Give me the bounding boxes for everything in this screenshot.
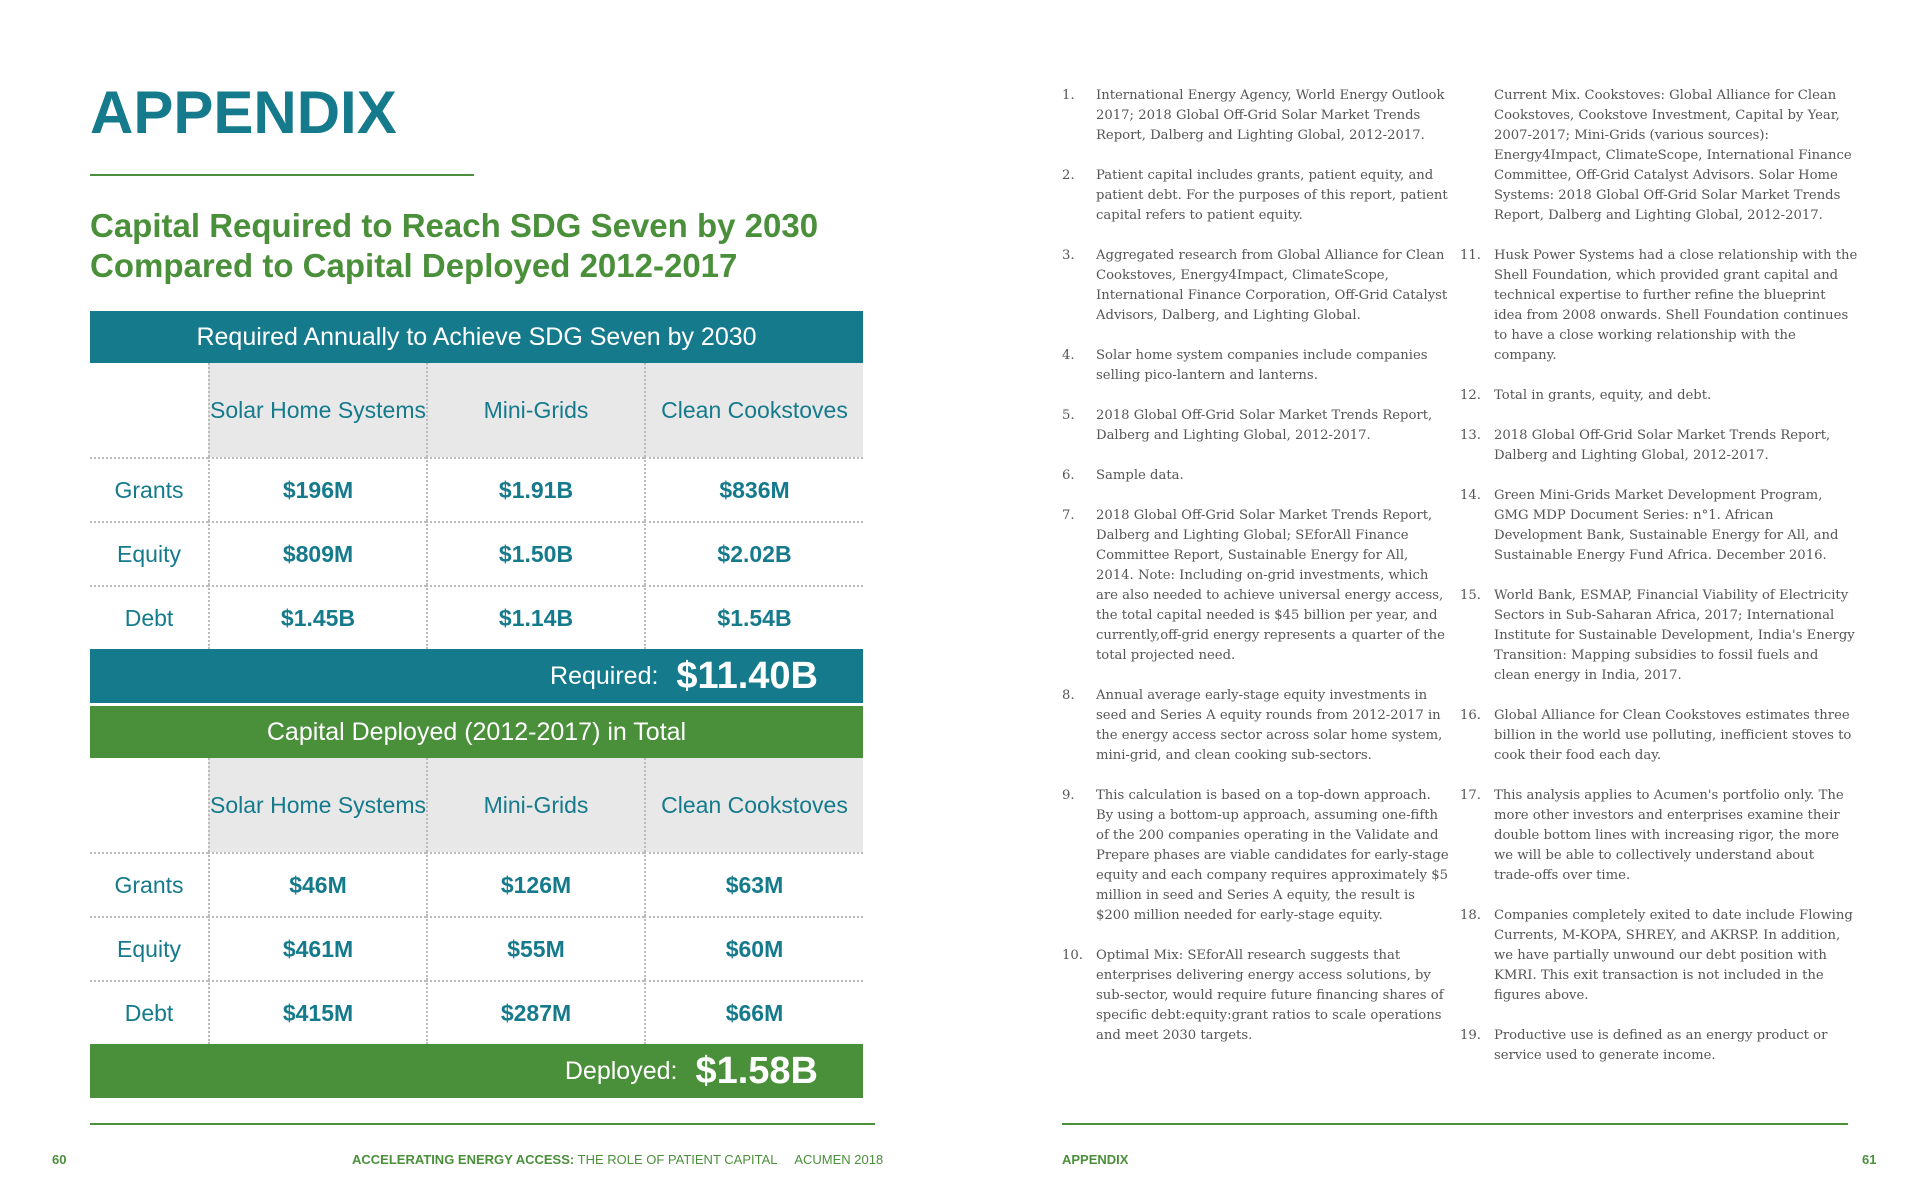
footnote-number: 2. <box>1062 168 1075 183</box>
footnote-text: Annual average early-stage equity investments in seed and Series A equity rounds from 2012-2017 in the energy access sector across solar home system, mini-grid, and clean cooking sub-sectors. <box>1096 688 1443 763</box>
required-total-label: Required: <box>550 661 659 690</box>
footnote-number: 15. <box>1460 588 1481 603</box>
footnote-number: 18. <box>1460 908 1481 923</box>
row-label-equity: Equity <box>90 916 208 980</box>
table-cell: $2.02B <box>644 521 863 585</box>
footnote-number: 8. <box>1062 688 1075 703</box>
footnote-text: Patient capital includes grants, patient equity, and patient debt. For the purposes of this report, patient capital refers to patient equity. <box>1096 168 1448 223</box>
footnote-number: 7. <box>1062 508 1075 523</box>
table-cell: $461M <box>208 916 426 980</box>
table-cell: $1.54B <box>644 585 863 649</box>
footer-divider-right <box>1062 1123 1848 1125</box>
column-header-solar: Solar Home Systems <box>208 363 426 457</box>
footnote-text: World Bank, ESMAP, Financial Viability of Electricity Sectors in Sub-Saharan Africa, 2017; International Institute for Sustainable Development, India's Energy Transition: Mapping subsidies to fossil fuels and clean energy in India, 2017. <box>1494 588 1855 683</box>
table-cell: $415M <box>208 980 426 1044</box>
footnote <box>1460 706 1858 766</box>
corner-cell <box>90 758 208 852</box>
row-label-equity: Equity <box>90 521 208 585</box>
corner-cell <box>90 363 208 457</box>
footnote <box>1062 406 1450 446</box>
running-footer-left <box>352 1152 883 1167</box>
footnote-number: 1. <box>1062 88 1075 103</box>
section-subtitle <box>90 206 850 286</box>
footnote-text: Sample data. <box>1096 468 1184 483</box>
subtitle-line-2: Compared to Capital Deployed 2012-2017 <box>90 247 738 284</box>
footnote <box>1062 86 1450 146</box>
footnote-text: Aggregated research from Global Alliance for Clean Cookstoves, Energy4Impact, ClimateScope, International Finance Corporation, Off-Grid Catalyst Advisors, Dalberg, and Lighting Global. <box>1096 248 1448 323</box>
footnote <box>1460 246 1858 366</box>
book-title: ACCELERATING ENERGY ACCESS: <box>352 1152 575 1167</box>
table-cell: $196M <box>208 457 426 521</box>
footnote <box>1460 486 1858 566</box>
row-label-debt: Debt <box>90 980 208 1044</box>
footnote <box>1062 466 1450 486</box>
column-header-cookstoves: Clean Cookstoves <box>644 758 863 852</box>
footnote-text: 2018 Global Off-Grid Solar Market Trends Report, Dalberg and Lighting Global; SEforAll Finance Committee Report, Sustainable Energy for All, 2014. Note: Including on-grid investments, which are also needed to achieve universal energy access, the total capital needed is $45 billion per year, and currently,off-grid energy represents a quarter of the total projected need. <box>1096 508 1445 663</box>
book-subtitle: THE ROLE OF PATIENT CAPITAL <box>577 1152 777 1167</box>
column-header-solar: Solar Home Systems <box>208 758 426 852</box>
column-header-minigrids: Mini-Grids <box>426 758 644 852</box>
footnote-text: Total in grants, equity, and debt. <box>1494 388 1712 403</box>
footnote-number: 14. <box>1460 488 1481 503</box>
footnote <box>1460 426 1858 466</box>
table-cell: $1.91B <box>426 457 644 521</box>
footnote-number: 19. <box>1460 1028 1481 1043</box>
footnote <box>1460 386 1858 406</box>
footnote <box>1460 786 1858 886</box>
footnote <box>1062 506 1450 666</box>
footnote-number: 11. <box>1460 248 1481 263</box>
running-footer-right: APPENDIX <box>1062 1152 1129 1167</box>
table-cell: $809M <box>208 521 426 585</box>
table-cell: $1.14B <box>426 585 644 649</box>
footnote-number: 17. <box>1460 788 1481 803</box>
footer-divider-left <box>90 1123 875 1125</box>
deployed-total-label: Deployed: <box>564 1056 678 1085</box>
footnote-number: 12. <box>1460 388 1481 403</box>
table-cell: $55M <box>426 916 644 980</box>
footnote-text: This analysis applies to Acumen's portfolio only. The more other investors and enterprises examine their double bottom lines with increasing rigor, the more we will be able to collectively understand about trade-offs over time. <box>1494 788 1844 883</box>
footnote-number: 9. <box>1062 788 1075 803</box>
deployed-table-header: Capital Deployed (2012-2017) in Total <box>90 706 863 758</box>
page-number-right: 61 <box>1862 1152 1877 1167</box>
footnote <box>1062 946 1450 1046</box>
footnote <box>1460 906 1858 1006</box>
table-cell: $63M <box>644 852 863 916</box>
footnote <box>1062 786 1450 926</box>
footnote-text: This calculation is based on a top-down approach. By using a bottom-up approach, assuming one-fifth of the 200 companies operating in the Validate and Prepare phases are viable candidates for early-stage equity and each company requires approximately $5 million in seed and Series A equity, the result is $200 million needed for early-stage equity. <box>1096 788 1449 923</box>
footnote-text: Productive use is defined as an energy product or service used to generate income. <box>1494 1028 1828 1063</box>
table-cell: $287M <box>426 980 644 1044</box>
footnote-number: 5. <box>1062 408 1075 423</box>
deployed-capital-table <box>90 706 863 1098</box>
notes-column-2 <box>1460 86 1858 1086</box>
footnote-number: 4. <box>1062 348 1075 363</box>
table-cell: $126M <box>426 852 644 916</box>
row-label-grants: Grants <box>90 852 208 916</box>
footnote <box>1460 1026 1858 1066</box>
required-total-bar <box>90 649 863 703</box>
footnote-continued: Current Mix. Cookstoves: Global Alliance for Clean Cookstoves, Cookstove Investment, Capital by Year, 2007-2017; Mini-Grids (various sources): Energy4Impact, ClimateScope, International Finance Committee, Off-Grid Catalyst Advisors. Solar Home Systems: 2018 Global Off-Grid Solar Market Trends Report, Dalberg and Lighting Global, 2012-2017. <box>1494 88 1852 223</box>
page-title: APPENDIX <box>90 79 397 146</box>
footnote-text: International Energy Agency, World Energy Outlook 2017; 2018 Global Off-Grid Solar Market Trends Report, Dalberg and Lighting Global, 2012-2017. <box>1096 88 1445 143</box>
footnote-number: 13. <box>1460 428 1481 443</box>
page-number-left: 60 <box>52 1152 67 1167</box>
footnote-number: 16. <box>1460 708 1481 723</box>
footnote-text: 2018 Global Off-Grid Solar Market Trends Report, Dalberg and Lighting Global, 2012-2017. <box>1494 428 1831 463</box>
footnote <box>1062 346 1450 386</box>
footnote-text: 2018 Global Off-Grid Solar Market Trends Report, Dalberg and Lighting Global, 2012-2017. <box>1096 408 1433 443</box>
row-label-grants: Grants <box>90 457 208 521</box>
table-cell: $1.45B <box>208 585 426 649</box>
footnote-number: 6. <box>1062 468 1075 483</box>
table-cell: $60M <box>644 916 863 980</box>
footnote-text: Green Mini-Grids Market Development Program, GMG MDP Document Series: n°1. African Development Bank, Sustainable Energy for All, and Sustainable Energy Fund Africa. December 2016. <box>1494 488 1839 563</box>
publisher: ACUMEN 2018 <box>794 1152 884 1167</box>
footnote <box>1062 246 1450 326</box>
table-cell: $1.50B <box>426 521 644 585</box>
title-divider <box>90 174 474 176</box>
footnote-number: 3. <box>1062 248 1075 263</box>
table-cell: $66M <box>644 980 863 1044</box>
footnote-number: 10. <box>1062 948 1083 963</box>
table-cell: $46M <box>208 852 426 916</box>
required-table-header: Required Annually to Achieve SDG Seven by 2030 <box>90 311 863 363</box>
footnote-text: Solar home system companies include companies selling pico-lantern and lanterns. <box>1096 348 1428 383</box>
column-header-minigrids: Mini-Grids <box>426 363 644 457</box>
table-cell: $836M <box>644 457 863 521</box>
footnote-text: Global Alliance for Clean Cookstoves estimates three billion in the world use polluting, inefficient stoves to cook their food each day. <box>1494 708 1852 763</box>
deployed-total-value: $1.58B <box>695 1049 818 1092</box>
notes-column-1 <box>1062 86 1450 1066</box>
required-capital-table <box>90 311 863 703</box>
column-header-cookstoves: Clean Cookstoves <box>644 363 863 457</box>
footnote-text: Optimal Mix: SEforAll research suggests that enterprises delivering energy access solutions, by sub-sector, would require future financing shares of specific debt:equity:grant ratios to scale operations and meet 2030 targets. <box>1096 948 1444 1043</box>
row-label-debt: Debt <box>90 585 208 649</box>
required-total-value: $11.40B <box>676 654 818 697</box>
footnote-text: Husk Power Systems had a close relationship with the Shell Foundation, which provided grant capital and technical expertise to further refine the blueprint idea from 2008 onwards. Shell Foundation continues to have a close working relationship with the company. <box>1494 248 1858 363</box>
footnote <box>1460 586 1858 686</box>
footnote <box>1062 166 1450 226</box>
deployed-total-bar <box>90 1044 863 1098</box>
footnote <box>1062 686 1450 766</box>
footnote-text: Companies completely exited to date include Flowing Currents, M-KOPA, SHREY, and AKRSP. In addition, we have partially unwound our debt position with KMRI. This exit transaction is not included in the figures above. <box>1494 908 1853 1003</box>
subtitle-line-1: Capital Required to Reach SDG Seven by 2030 <box>90 207 819 244</box>
